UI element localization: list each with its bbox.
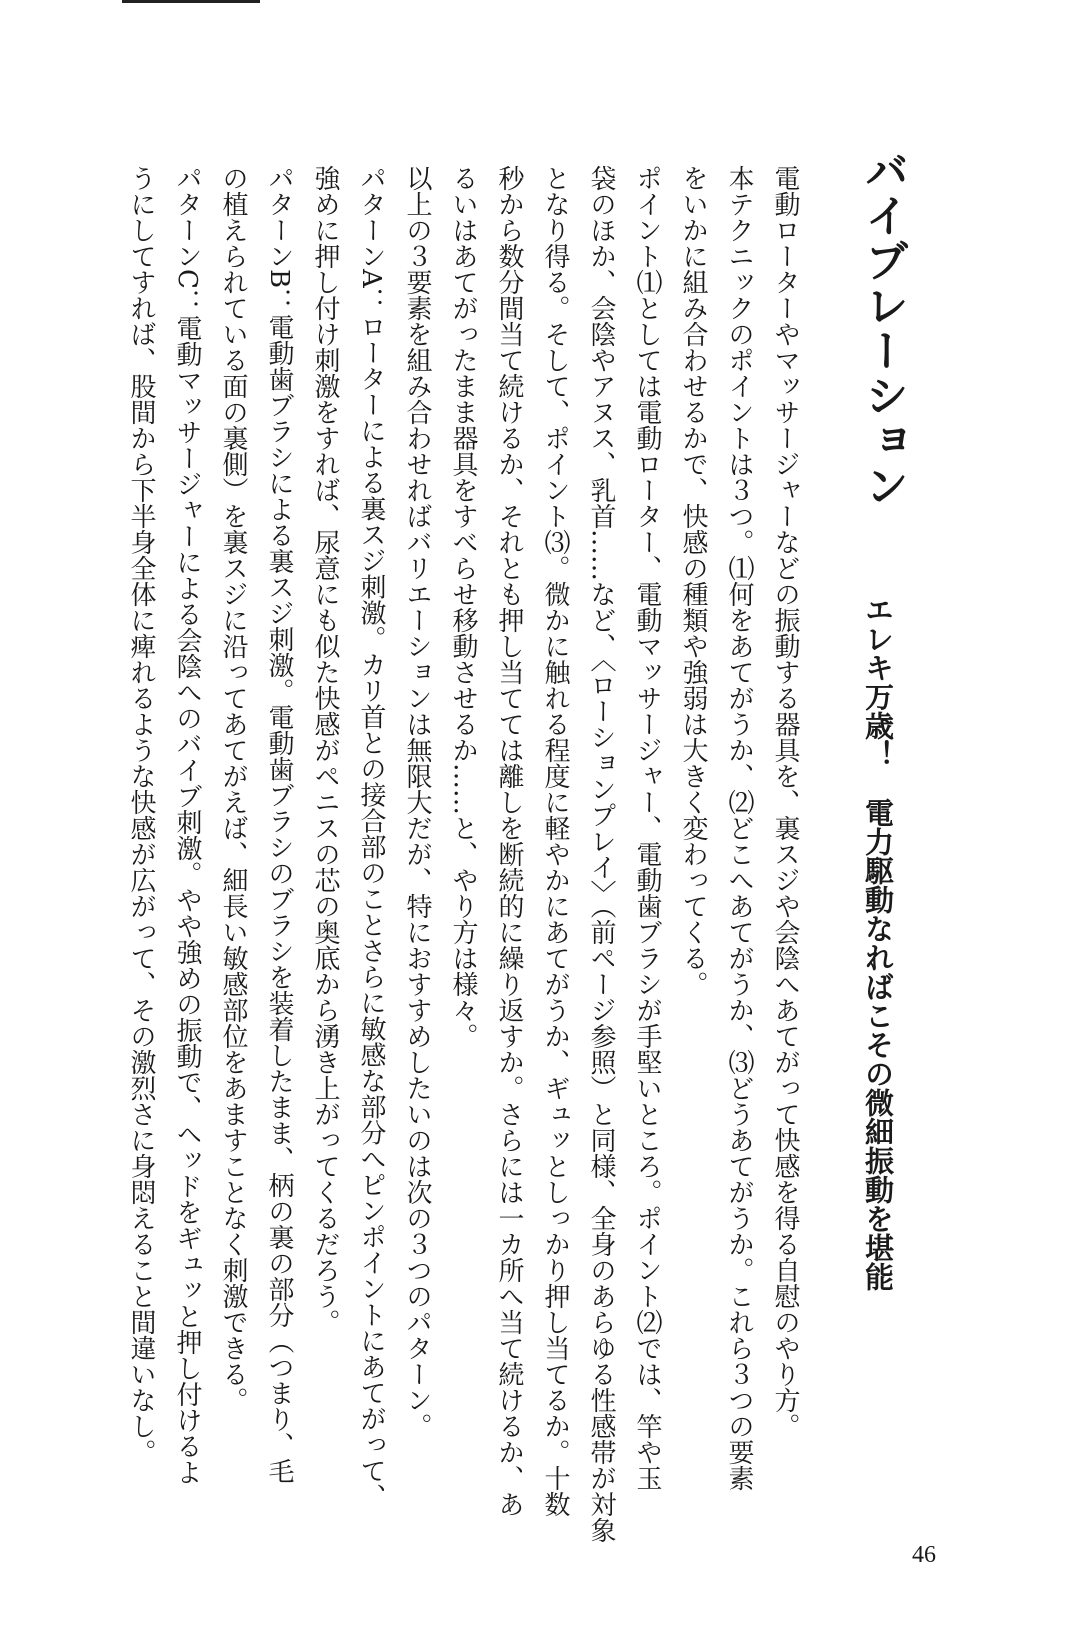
text-column: となり得る。そして、ポイント⑶。微かに触れる程度に軽やかにあてがうか、ギュッとしっかり押し当てるか。十数 <box>540 165 570 1517</box>
text-column: パターンB：電動歯ブラシによる裏スジ刺激。電動歯ブラシのブラシを装着したまま、柄の裏の部分（つまり、毛 <box>264 165 294 1485</box>
text-column: うにしてすれば、股間から下半身全体に痺れるような快感が広がって、その激烈さに身悶えること間違いなし。 <box>126 165 156 1465</box>
page-number: 46 <box>912 1542 936 1568</box>
text-column: パターンC：電動マッサージャーによる会陰へのバイブ刺激。やや強めの振動で、ヘッドをギュッと押し付けるよ <box>172 165 202 1485</box>
text-column: パターンA：ローターによる裏スジ刺激。カリ首との接合部のことさらに敏感な部分へピンポイントにあてがって、 <box>356 165 386 1510</box>
text-column: をいかに組み合わせるかで、快感の種類や強弱は大きく変わってくる。 <box>678 165 708 997</box>
section-subtitle: エレキ万歳！ 電力駆動なればこその微細振動を堪能 <box>861 595 895 1291</box>
text-column: の植えられている面の裏側）を裏スジに沿ってあてがえば、細長い敏感部位をあますことなく刺激できる。 <box>218 165 248 1413</box>
text-column: 袋のほか、会陰やアヌス、乳首……など、〈ローションプレイ〉（前ページ参照）と同様、全身のあらゆる性感帯が対象 <box>586 165 616 1543</box>
top-rule <box>122 0 260 3</box>
text-column: 秒から数分間当て続けるか、それとも押し当てては離しを断続的に繰り返すか。さらには一カ所へ当て続けるか、あ <box>494 165 524 1517</box>
body-text <box>118 165 808 1543</box>
text-column: 以上の３要素を組み合わせればバリエーションは無限大だが、特におすすめしたいのは次の３つのパターン。 <box>402 165 432 1439</box>
text-column: 強めに押し付け刺激をすれば、尿意にも似た快感がペニスの芯の奥底から湧き上がってくるだろう。 <box>310 165 340 1335</box>
text-column: ポイント⑴としては電動ローター、電動マッサージャー、電動歯ブラシが手堅いところ。ポイント⑵では、竿や玉 <box>632 165 662 1491</box>
section-title: バイブレーション <box>857 148 908 508</box>
text-column: 本テクニックのポイントは３つ。⑴何をあてがうか、⑵どこへあてがうか、⑶どうあてがうか。これら３つの要素 <box>724 165 754 1491</box>
text-column: るいはあてがったまま器具をすべらせ移動させるか……と、やり方は様々。 <box>448 165 478 1049</box>
text-column: 電動ローターやマッサージャーなどの振動する器具を、裏スジや会陰へあてがって快感を得る自慰のやり方。 <box>770 165 800 1439</box>
